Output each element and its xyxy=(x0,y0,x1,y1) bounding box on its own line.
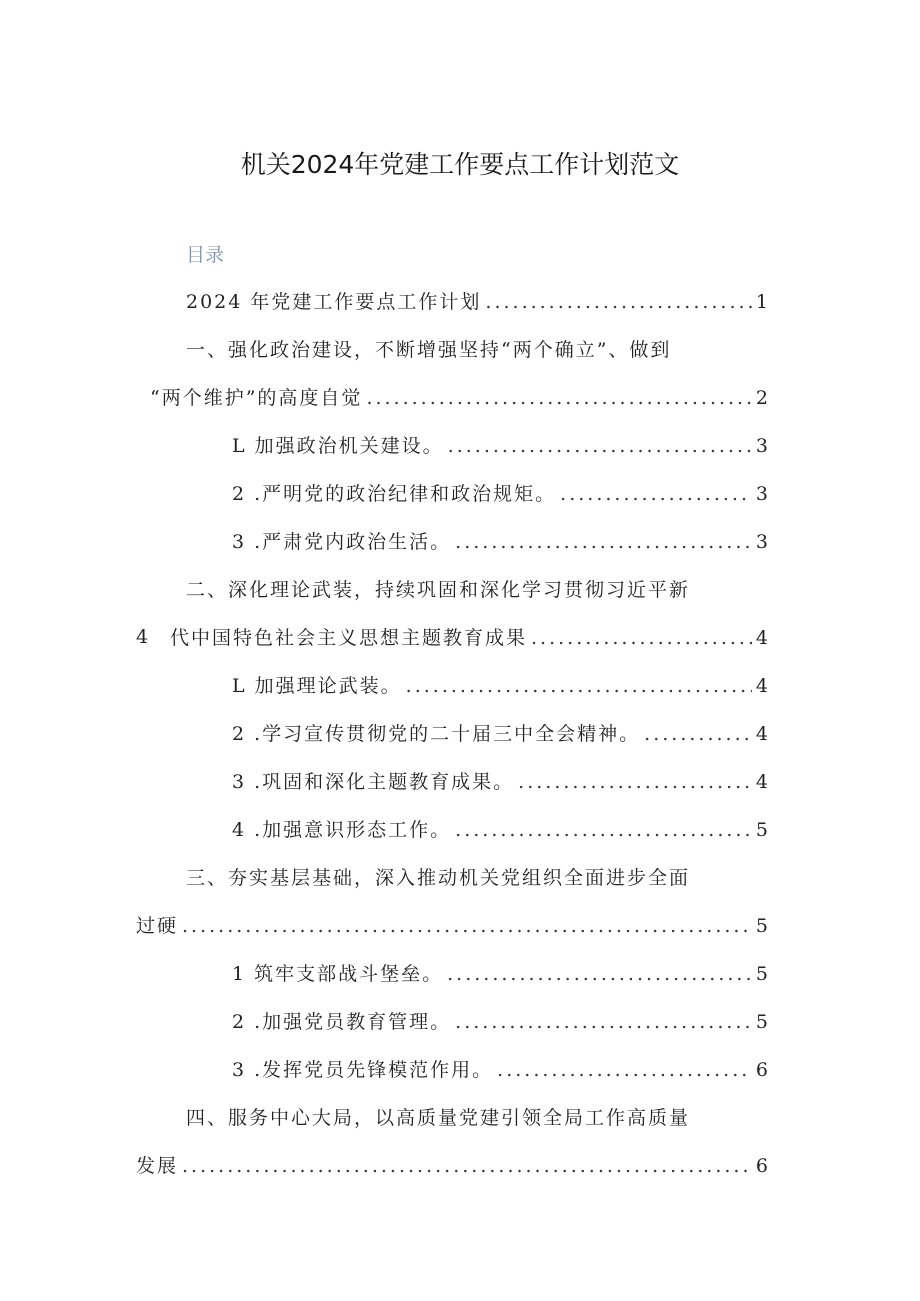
toc-entry[interactable] xyxy=(136,1152,768,1180)
toc-entry-text: 2 .加强党员教育管理。 xyxy=(232,1011,452,1033)
toc-page-number: 4 xyxy=(755,723,768,745)
toc-entry-text: 4 .加强意识形态工作。 xyxy=(232,819,452,841)
document-title: 机关2024年党建工作要点工作计划范文 xyxy=(240,150,680,179)
toc-entry-heading-line[interactable] xyxy=(186,864,690,892)
toc-leader-dots xyxy=(406,672,752,700)
toc-page-number: 5 xyxy=(755,819,768,841)
toc-leader-dots xyxy=(455,1008,752,1036)
toc-entry-text: 一、强化政治建设，不断增强坚持“两个确立”、做到 xyxy=(186,339,672,361)
toc-leader-dots xyxy=(560,480,752,508)
toc-entry[interactable] xyxy=(232,480,768,508)
toc-leader-dots xyxy=(448,432,752,460)
toc-entry[interactable] xyxy=(232,672,768,700)
toc-entry-heading-line[interactable] xyxy=(186,336,671,364)
toc-entry[interactable] xyxy=(136,912,768,940)
toc-entry[interactable] xyxy=(232,768,768,796)
toc-entry-text: 2 .学习宣传贯彻党的二十届三中全会精神。 xyxy=(232,723,641,745)
toc-entry[interactable] xyxy=(232,528,768,556)
toc-entry-text: 四、服务中心大局，以高质量党建引领全局工作高质量 xyxy=(186,1107,691,1129)
toc-entry[interactable] xyxy=(232,432,768,460)
toc-heading: 目录 xyxy=(186,244,225,266)
toc-entry-text: 3 .严肃党内政治生活。 xyxy=(232,531,452,553)
toc-entry[interactable] xyxy=(232,1008,768,1036)
toc-entry-text: 2024 年党建工作要点工作计划 xyxy=(186,291,482,313)
toc-leader-dots xyxy=(518,768,752,796)
toc-page-number: 3 xyxy=(755,531,768,553)
toc-entry-text: L 加强政治机关建设。 xyxy=(232,435,444,457)
toc-leader-dots xyxy=(497,1056,752,1084)
toc-entry[interactable] xyxy=(232,720,768,748)
toc-leader-dots xyxy=(455,528,752,556)
toc-page-number: 5 xyxy=(755,963,768,985)
toc-page-number: 4 xyxy=(755,675,768,697)
toc-entry-text: 1 筑牢支部战斗堡垒。 xyxy=(232,963,444,985)
toc-entry-text: 二、深化理论武装，持续巩固和深化学习贯彻习近平新 xyxy=(186,579,691,601)
toc-leader-dots xyxy=(447,960,752,988)
toc-entry[interactable] xyxy=(170,624,768,652)
toc-entry-text: 3 .发挥党员先锋模范作用。 xyxy=(232,1059,494,1081)
toc-entry-text: 代中国特色社会主义思想主题教育成果 xyxy=(170,627,528,649)
toc-stray-number: 4 xyxy=(136,626,149,648)
toc-entry-text: 三、夯实基层基础，深入推动机关党组织全面进步全面 xyxy=(186,867,691,889)
toc-entry-text: 发展 xyxy=(136,1155,179,1177)
toc-entry[interactable] xyxy=(232,960,768,988)
toc-leader-dots xyxy=(531,624,752,652)
toc-entry-heading-line[interactable] xyxy=(186,1104,690,1132)
toc-page-number: 5 xyxy=(755,1011,768,1033)
toc-entry-text: 3 .巩固和深化主题教育成果。 xyxy=(232,771,515,793)
toc-entry[interactable] xyxy=(186,288,768,316)
toc-page-number: 6 xyxy=(755,1155,768,1177)
toc-leader-dots xyxy=(455,816,752,844)
toc-page-number: 3 xyxy=(755,483,768,505)
toc-entry-text: L 加强理论武装。 xyxy=(232,675,402,697)
toc-page-number: 2 xyxy=(755,387,768,409)
toc-leader-dots xyxy=(182,912,752,940)
toc-leader-dots xyxy=(182,1152,752,1180)
toc-page-number: 5 xyxy=(755,915,768,937)
toc-leader-dots xyxy=(644,720,752,748)
toc-entry-text: 过硬 xyxy=(136,915,179,937)
toc-entry[interactable] xyxy=(232,816,768,844)
toc-page-number: 6 xyxy=(755,1059,768,1081)
toc-entry-text: “两个维护”的高度自觉 xyxy=(150,387,363,409)
toc-entry-heading-line[interactable] xyxy=(186,576,690,604)
toc-entry[interactable] xyxy=(150,384,768,412)
toc-entry-text: 2 .严明党的政治纪律和政治规矩。 xyxy=(232,483,557,505)
toc-page-number: 4 xyxy=(755,627,768,649)
toc-page-number: 3 xyxy=(755,435,768,457)
toc-page-number: 4 xyxy=(755,771,768,793)
toc-leader-dots xyxy=(485,288,752,316)
toc-leader-dots xyxy=(366,384,751,412)
toc-page-number: 1 xyxy=(755,291,768,313)
toc-entry[interactable] xyxy=(232,1056,768,1084)
